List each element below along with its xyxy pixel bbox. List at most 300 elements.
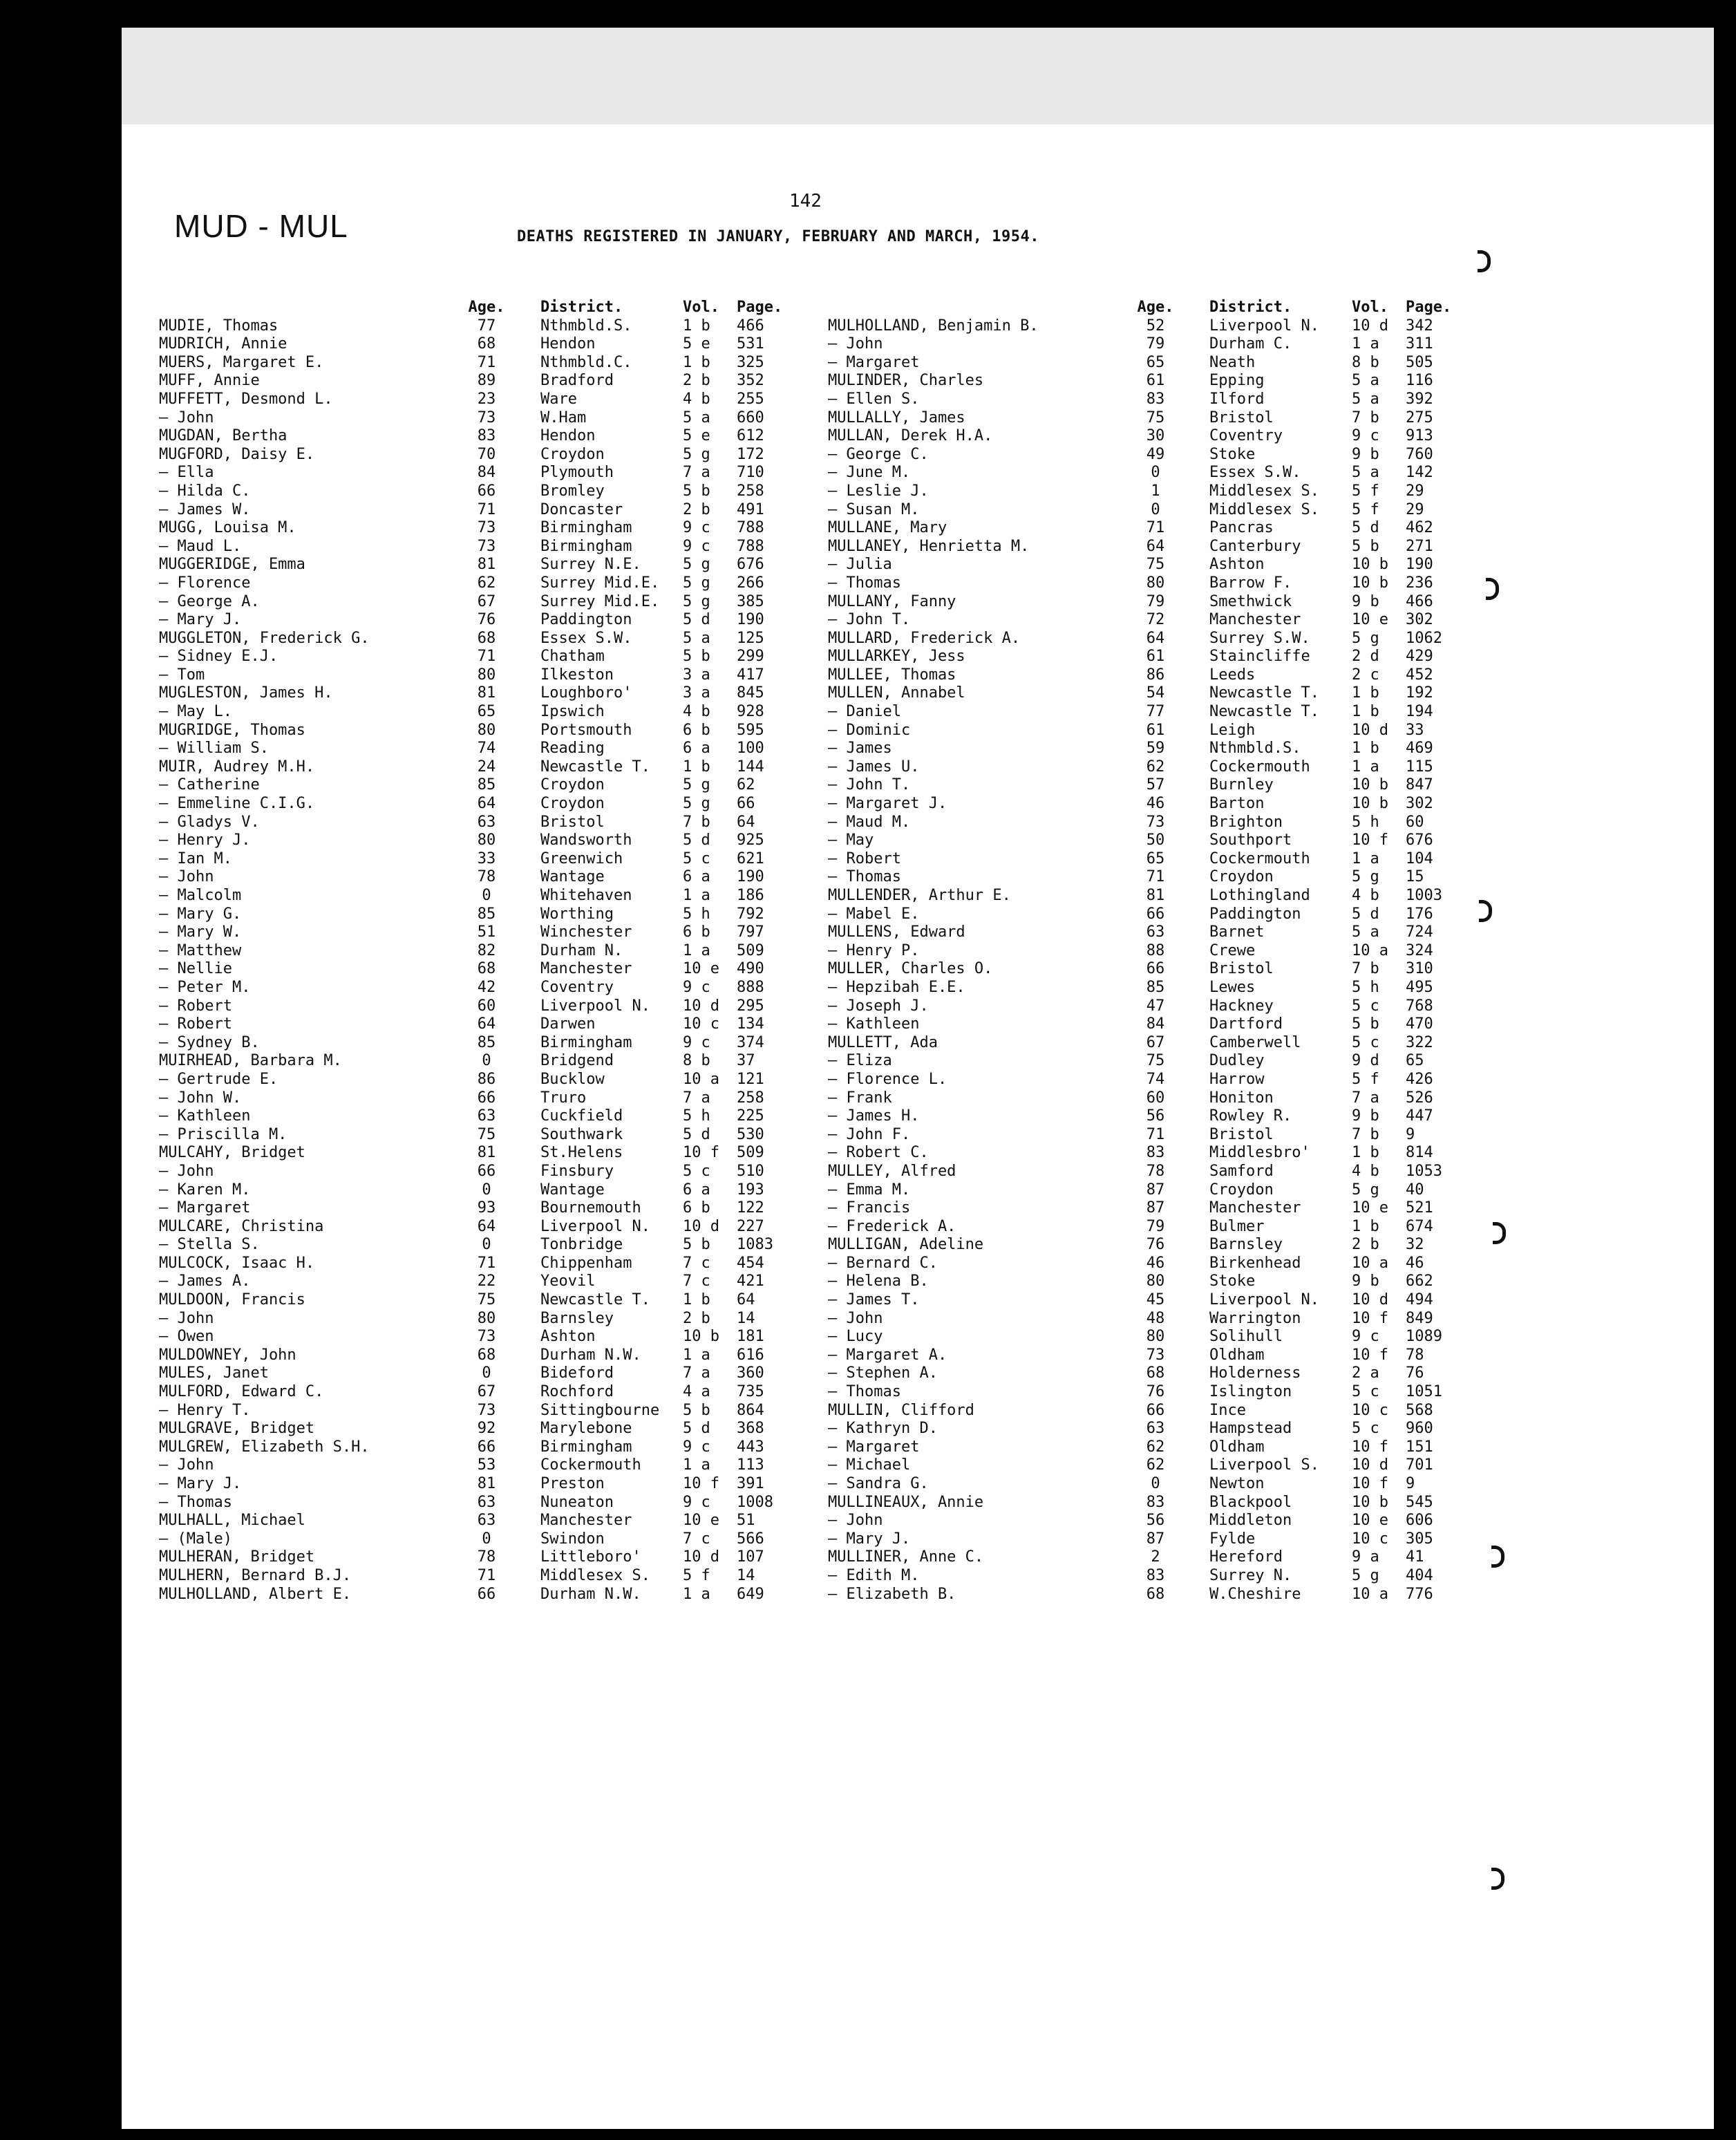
entry-vol: 1 b xyxy=(1352,703,1379,721)
entry-vol: 5 f xyxy=(1352,1070,1379,1088)
entry-page: 660 xyxy=(737,409,764,426)
entry-name: — Florence xyxy=(159,574,251,592)
entry-district: Cockermouth xyxy=(540,1456,641,1474)
entry-name: — Robert C. xyxy=(828,1144,929,1162)
entry-age: 66 xyxy=(477,1585,496,1603)
entry-page: 710 xyxy=(737,464,764,482)
entry-district: Cuckfield xyxy=(540,1107,623,1125)
entry-page: 342 xyxy=(1406,317,1433,335)
entry-vol: 1 a xyxy=(683,941,710,959)
entry-age: 2 xyxy=(1151,1548,1160,1566)
entry-name: — John T. xyxy=(828,776,911,794)
entry-vol: 9 c xyxy=(683,537,710,555)
entry-name: MULLAN, Derek H.A. xyxy=(828,427,993,445)
entry-district: Preston xyxy=(540,1475,605,1492)
entry-page: 325 xyxy=(737,353,764,371)
entry-name: — Helena B. xyxy=(828,1273,929,1290)
entry-district: Nthmbld.S. xyxy=(1209,740,1301,758)
entry-district: Barton xyxy=(1209,795,1265,813)
entry-page: 144 xyxy=(737,758,764,776)
entry-vol: 4 b xyxy=(683,703,710,721)
entry-page: 100 xyxy=(737,740,764,758)
entry-district: Ince xyxy=(1209,1401,1246,1419)
entry-district: Greenwich xyxy=(540,850,623,867)
entry-name: — John xyxy=(159,1162,214,1180)
entry-vol: 6 b xyxy=(683,923,710,941)
entry-page: 324 xyxy=(1406,941,1433,959)
entry-age: 0 xyxy=(482,1181,491,1199)
entry-vol: 7 b xyxy=(683,813,710,831)
entry-vol: 5 c xyxy=(683,850,710,867)
entry-page: 181 xyxy=(737,1328,764,1346)
entry-name: — Peter M. xyxy=(159,978,251,996)
entry-page: 66 xyxy=(737,795,755,813)
entry-vol: 8 b xyxy=(683,1052,710,1070)
entry-page: 302 xyxy=(1406,611,1433,629)
entry-age: 66 xyxy=(477,1162,496,1180)
entry-vol: 10 f xyxy=(1352,832,1388,850)
entry-vol: 5 a xyxy=(1352,372,1379,390)
entry-age: 81 xyxy=(477,1144,496,1162)
entry-page: 768 xyxy=(1406,997,1433,1015)
entry-district: Croydon xyxy=(540,795,605,813)
entry-vol: 3 a xyxy=(683,684,710,702)
header-vol: Vol. xyxy=(683,299,719,316)
entry-age: 83 xyxy=(1146,1566,1165,1584)
entry-name: — Stephen A. xyxy=(828,1364,938,1382)
entry-name: — Emma M. xyxy=(828,1181,911,1199)
entry-age: 0 xyxy=(482,1364,491,1382)
entry-district: Truro xyxy=(540,1089,587,1107)
entry-district: Bristol xyxy=(540,813,605,831)
entry-page: 322 xyxy=(1406,1033,1433,1051)
entry-page: 469 xyxy=(1406,740,1433,758)
entry-age: 62 xyxy=(1146,1438,1165,1456)
entry-vol: 10 a xyxy=(1352,1254,1388,1272)
entry-age: 80 xyxy=(477,1309,496,1327)
entry-district: Essex S.W. xyxy=(540,629,632,647)
entry-name: — Margaret J. xyxy=(828,795,947,813)
entry-vol: 7 c xyxy=(683,1254,710,1272)
entry-name: — Eliza xyxy=(828,1052,892,1070)
entry-age: 64 xyxy=(477,795,496,813)
entry-name: — James xyxy=(828,740,892,758)
entry-district: Nthmbld.C. xyxy=(540,353,632,371)
entry-district: Reading xyxy=(540,740,605,758)
entry-age: 87 xyxy=(1146,1199,1165,1217)
entry-age: 81 xyxy=(477,556,496,574)
entry-vol: 10 f xyxy=(1352,1309,1388,1327)
entry-name: — James U. xyxy=(828,758,920,776)
entry-vol: 5 g xyxy=(683,574,710,592)
entry-district: Croydon xyxy=(1209,868,1274,886)
entry-name: — Henry P. xyxy=(828,941,920,959)
entry-district: Surrey Mid.E. xyxy=(540,592,660,610)
entry-page: 701 xyxy=(1406,1456,1433,1474)
entry-page: 121 xyxy=(737,1070,764,1088)
entry-district: Cockermouth xyxy=(1209,850,1310,867)
entry-vol: 10 b xyxy=(1352,776,1388,794)
entry-vol: 2 b xyxy=(683,1309,710,1327)
entry-name: — May L. xyxy=(159,703,232,721)
entry-vol: 5 h xyxy=(683,1107,710,1125)
entry-district: Wandsworth xyxy=(540,832,632,850)
entry-vol: 5 b xyxy=(683,648,710,666)
entry-vol: 2 b xyxy=(1352,1236,1379,1254)
entry-district: Rochford xyxy=(540,1383,614,1401)
entry-age: 88 xyxy=(1146,941,1165,959)
entry-page: 849 xyxy=(1406,1309,1433,1327)
entry-name: MUDIE, Thomas xyxy=(159,317,279,335)
entry-age: 86 xyxy=(477,1070,496,1088)
entry-district: Middlesex S. xyxy=(1209,500,1319,518)
entry-district: Middlesex S. xyxy=(540,1566,650,1584)
entry-page: 913 xyxy=(1406,427,1433,445)
entry-age: 83 xyxy=(477,427,496,445)
entry-age: 80 xyxy=(1146,1328,1165,1346)
entry-age: 80 xyxy=(1146,1273,1165,1290)
entry-vol: 1 a xyxy=(683,1346,710,1364)
entry-vol: 5 d xyxy=(683,832,710,850)
entry-district: Bristol xyxy=(1209,960,1274,978)
entry-age: 66 xyxy=(1146,960,1165,978)
entry-district: Camberwell xyxy=(1209,1033,1301,1051)
entry-age: 62 xyxy=(477,574,496,592)
entry-age: 68 xyxy=(1146,1364,1165,1382)
entry-page: 735 xyxy=(737,1383,764,1401)
entry-vol: 10 f xyxy=(683,1475,719,1492)
entry-name: — Ellen S. xyxy=(828,390,920,408)
entry-page: 1003 xyxy=(1406,887,1442,904)
entry-district: Yeovil xyxy=(540,1273,596,1290)
entry-vol: 5 c xyxy=(1352,1033,1379,1051)
entry-age: 75 xyxy=(1146,409,1165,426)
entry-name: MUIRHEAD, Barbara M. xyxy=(159,1052,342,1070)
entry-name: MULLANE, Mary xyxy=(828,519,947,537)
entry-district: Rowley R. xyxy=(1209,1107,1292,1125)
entry-page: 62 xyxy=(737,776,755,794)
entry-age: 92 xyxy=(477,1420,496,1438)
entry-vol: 5 d xyxy=(683,1125,710,1143)
entry-age: 71 xyxy=(477,1566,496,1584)
entry-vol: 1 b xyxy=(683,758,710,776)
entry-age: 53 xyxy=(477,1456,496,1474)
entry-age: 48 xyxy=(1146,1309,1165,1327)
entry-district: Surrey S.W. xyxy=(1209,629,1310,647)
entry-vol: 9 d xyxy=(1352,1052,1379,1070)
entry-vol: 4 b xyxy=(683,390,710,408)
entry-age: 66 xyxy=(477,1089,496,1107)
entry-name: — James T. xyxy=(828,1291,920,1309)
entry-page: 616 xyxy=(737,1346,764,1364)
entry-vol: 5 b xyxy=(1352,1015,1379,1033)
entry-name: — John W. xyxy=(159,1089,242,1107)
entry-age: 78 xyxy=(477,1548,496,1566)
entry-district: Liverpool N. xyxy=(540,997,650,1015)
entry-name: — John xyxy=(828,1309,883,1327)
entry-vol: 10 f xyxy=(1352,1475,1388,1492)
entry-age: 65 xyxy=(1146,353,1165,371)
entry-name: — John F. xyxy=(828,1125,911,1143)
entry-district: Surrey Mid.E. xyxy=(540,574,660,592)
entry-page: 29 xyxy=(1406,500,1424,518)
entry-vol: 9 c xyxy=(683,1493,710,1511)
entry-district: Middlesbro' xyxy=(1209,1144,1310,1162)
entry-name: MULHERAN, Bridget xyxy=(159,1548,315,1566)
entry-vol: 1 b xyxy=(1352,1217,1379,1235)
entry-age: 0 xyxy=(482,1236,491,1254)
entry-page: 51 xyxy=(737,1512,755,1530)
entry-page: 190 xyxy=(737,611,764,629)
entry-vol: 1 a xyxy=(683,1585,710,1603)
entry-district: Harrow xyxy=(1209,1070,1265,1088)
entry-district: Portsmouth xyxy=(540,721,632,739)
entry-age: 73 xyxy=(477,1328,496,1346)
entry-age: 84 xyxy=(1146,1015,1165,1033)
entry-name: — James H. xyxy=(828,1107,920,1125)
entry-page: 662 xyxy=(1406,1273,1433,1290)
entry-vol: 10 e xyxy=(1352,611,1388,629)
entry-vol: 5 g xyxy=(683,556,710,574)
entry-vol: 5 b xyxy=(1352,537,1379,555)
entry-name: — Matthew xyxy=(159,941,242,959)
entry-name: MUGRIDGE, Thomas xyxy=(159,721,305,739)
entry-page: 352 xyxy=(737,372,764,390)
entry-page: 374 xyxy=(737,1033,764,1051)
entry-age: 24 xyxy=(477,758,496,776)
entry-district: Stoke xyxy=(1209,445,1256,463)
entry-vol: 5 a xyxy=(683,629,710,647)
entry-district: Ashton xyxy=(1209,556,1265,574)
entry-age: 77 xyxy=(477,317,496,335)
entry-page: 9 xyxy=(1406,1125,1415,1143)
entry-vol: 5 h xyxy=(683,905,710,923)
entry-district: Hampstead xyxy=(1209,1420,1292,1438)
entry-page: 928 xyxy=(737,703,764,721)
entry-vol: 5 a xyxy=(1352,390,1379,408)
entry-page: 814 xyxy=(1406,1144,1433,1162)
entry-page: 65 xyxy=(1406,1052,1424,1070)
entry-age: 61 xyxy=(1146,648,1165,666)
entry-district: Swindon xyxy=(540,1530,605,1548)
entry-district: Essex S.W. xyxy=(1209,464,1301,482)
entry-age: 74 xyxy=(1146,1070,1165,1088)
entry-age: 1 xyxy=(1151,482,1160,500)
entry-vol: 2 c xyxy=(1352,666,1379,684)
entry-district: Leigh xyxy=(1209,721,1256,739)
entry-vol: 10 f xyxy=(1352,1346,1388,1364)
entry-page: 37 xyxy=(737,1052,755,1070)
entry-vol: 1 b xyxy=(1352,1144,1379,1162)
entry-name: MULHOLLAND, Albert E. xyxy=(159,1585,352,1603)
entry-name: MULGREW, Elizabeth S.H. xyxy=(159,1438,370,1456)
entry-name: — Thomas xyxy=(828,1383,901,1401)
entry-page: 14 xyxy=(737,1566,755,1584)
entry-district: Barnsley xyxy=(540,1309,614,1327)
entry-age: 68 xyxy=(477,335,496,353)
entry-page: 797 xyxy=(737,923,764,941)
entry-age: 66 xyxy=(477,1438,496,1456)
entry-age: 83 xyxy=(1146,1144,1165,1162)
entry-age: 78 xyxy=(1146,1162,1165,1180)
entry-page: 776 xyxy=(1406,1585,1433,1603)
entry-district: Bradford xyxy=(540,372,614,390)
entry-age: 75 xyxy=(1146,556,1165,574)
entry-district: Wantage xyxy=(540,868,605,886)
entry-page: 788 xyxy=(737,519,764,537)
entry-name: MULDOON, Francis xyxy=(159,1291,305,1309)
entry-page: 255 xyxy=(737,390,764,408)
entry-page: 509 xyxy=(737,941,764,959)
entry-age: 66 xyxy=(1146,1401,1165,1419)
entry-district: Canterbury xyxy=(1209,537,1301,555)
entry-name: MUGG, Louisa M. xyxy=(159,519,296,537)
entry-district: Pancras xyxy=(1209,519,1274,537)
entry-vol: 5 c xyxy=(683,1162,710,1180)
entry-district: Hendon xyxy=(540,427,596,445)
entry-age: 61 xyxy=(1146,721,1165,739)
entry-name: MULHOLLAND, Benjamin B. xyxy=(828,317,1039,335)
entry-name: MULLANEY, Henrietta M. xyxy=(828,537,1030,555)
header-district: District. xyxy=(1209,299,1292,316)
entry-name: MUGDAN, Bertha xyxy=(159,427,287,445)
entry-age: 84 xyxy=(477,464,496,482)
entry-age: 47 xyxy=(1146,997,1165,1015)
entry-district: Southwark xyxy=(540,1125,623,1143)
scan-top-strip xyxy=(122,28,1714,124)
entry-page: 429 xyxy=(1406,648,1433,666)
entry-vol: 7 c xyxy=(683,1273,710,1290)
entry-vol: 5 e xyxy=(683,335,710,353)
entry-page: 9 xyxy=(1406,1475,1415,1492)
entry-page: 847 xyxy=(1406,776,1433,794)
entry-vol: 5 f xyxy=(1352,482,1379,500)
entry-name: — Sandra G. xyxy=(828,1475,929,1492)
entry-vol: 10 d xyxy=(1352,721,1388,739)
entry-age: 74 xyxy=(477,740,496,758)
entry-vol: 10 c xyxy=(1352,1401,1388,1419)
entry-district: Ware xyxy=(540,390,577,408)
entry-age: 71 xyxy=(477,1254,496,1272)
entry-district: St.Helens xyxy=(540,1144,623,1162)
entry-vol: 7 a xyxy=(683,1364,710,1382)
entry-page: 258 xyxy=(737,482,764,500)
entry-page: 64 xyxy=(737,813,755,831)
entry-vol: 9 b xyxy=(1352,445,1379,463)
entry-district: Littleboro' xyxy=(540,1548,641,1566)
entry-vol: 5 c xyxy=(1352,1383,1379,1401)
entry-age: 75 xyxy=(477,1291,496,1309)
entry-name: — Robert xyxy=(828,850,901,867)
entry-page: 227 xyxy=(737,1217,764,1235)
entry-page: 447 xyxy=(1406,1107,1433,1125)
entry-page: 1083 xyxy=(737,1236,773,1254)
header-page: Page. xyxy=(737,299,783,316)
entry-age: 82 xyxy=(477,941,496,959)
entry-vol: 6 b xyxy=(683,721,710,739)
entry-district: Honiton xyxy=(1209,1089,1274,1107)
entry-vol: 9 c xyxy=(683,978,710,996)
entry-page: 470 xyxy=(1406,1015,1433,1033)
entry-age: 72 xyxy=(1146,611,1165,629)
entry-district: Winchester xyxy=(540,923,632,941)
entry-name: — Francis xyxy=(828,1199,911,1217)
entry-name: — Priscilla M. xyxy=(159,1125,287,1143)
entry-page: 64 xyxy=(737,1291,755,1309)
page-title: MUD - MUL xyxy=(174,208,348,244)
entry-vol: 10 d xyxy=(1352,317,1388,335)
entry-district: Staincliffe xyxy=(1209,648,1310,666)
entry-vol: 3 a xyxy=(683,666,710,684)
entry-page: 462 xyxy=(1406,519,1433,537)
entry-age: 65 xyxy=(1146,850,1165,867)
entry-age: 23 xyxy=(477,390,496,408)
entry-name: — Florence L. xyxy=(828,1070,947,1088)
entry-page: 466 xyxy=(1406,592,1433,610)
entry-name: — Gertrude E. xyxy=(159,1070,279,1088)
entry-district: Islington xyxy=(1209,1383,1292,1401)
entry-age: 83 xyxy=(1146,390,1165,408)
entry-page: 172 xyxy=(737,445,764,463)
entry-district: Birkenhead xyxy=(1209,1254,1301,1272)
entry-district: Hendon xyxy=(540,335,596,353)
entry-page: 60 xyxy=(1406,813,1424,831)
entry-age: 75 xyxy=(477,1125,496,1143)
entry-page: 494 xyxy=(1406,1291,1433,1309)
entry-name: — Ian M. xyxy=(159,850,232,867)
entry-vol: 1 a xyxy=(1352,335,1379,353)
entry-age: 85 xyxy=(477,1033,496,1051)
entry-district: Manchester xyxy=(540,1512,632,1530)
entry-district: Solihull xyxy=(1209,1328,1283,1346)
entry-age: 70 xyxy=(477,445,496,463)
entry-name: MULLANY, Fanny xyxy=(828,592,956,610)
entry-name: — Thomas xyxy=(828,574,901,592)
entry-district: Ashton xyxy=(540,1328,596,1346)
entry-age: 75 xyxy=(1146,1052,1165,1070)
entry-district: Liverpool N. xyxy=(1209,317,1319,335)
entry-age: 63 xyxy=(1146,923,1165,941)
entry-vol: 5 g xyxy=(1352,1181,1379,1199)
entry-district: Marylebone xyxy=(540,1420,632,1438)
entry-age: 64 xyxy=(477,1217,496,1235)
entry-vol: 2 d xyxy=(1352,648,1379,666)
entry-age: 73 xyxy=(1146,1346,1165,1364)
entry-district: Croydon xyxy=(1209,1181,1274,1199)
entry-vol: 6 a xyxy=(683,1181,710,1199)
entry-vol: 7 a xyxy=(683,1089,710,1107)
entry-age: 71 xyxy=(477,353,496,371)
header-age: Age. xyxy=(1137,299,1174,316)
entry-name: — Leslie J. xyxy=(828,482,929,500)
entry-age: 80 xyxy=(477,666,496,684)
entry-age: 78 xyxy=(477,868,496,886)
entry-vol: 5 c xyxy=(1352,997,1379,1015)
entry-district: Doncaster xyxy=(540,500,623,518)
entry-district: Bournemouth xyxy=(540,1199,641,1217)
entry-vol: 10 b xyxy=(1352,795,1388,813)
entry-page: 142 xyxy=(1406,464,1433,482)
entry-district: Paddington xyxy=(1209,905,1301,923)
entry-name: MULLER, Charles O. xyxy=(828,960,993,978)
entry-name: — Mary J. xyxy=(159,611,242,629)
entry-page: 526 xyxy=(1406,1089,1433,1107)
entry-name: — Daniel xyxy=(828,703,901,721)
entry-district: Hackney xyxy=(1209,997,1274,1015)
entry-name: — Ella xyxy=(159,464,214,482)
entry-page: 505 xyxy=(1406,353,1433,371)
entry-district: Birmingham xyxy=(540,1033,632,1051)
